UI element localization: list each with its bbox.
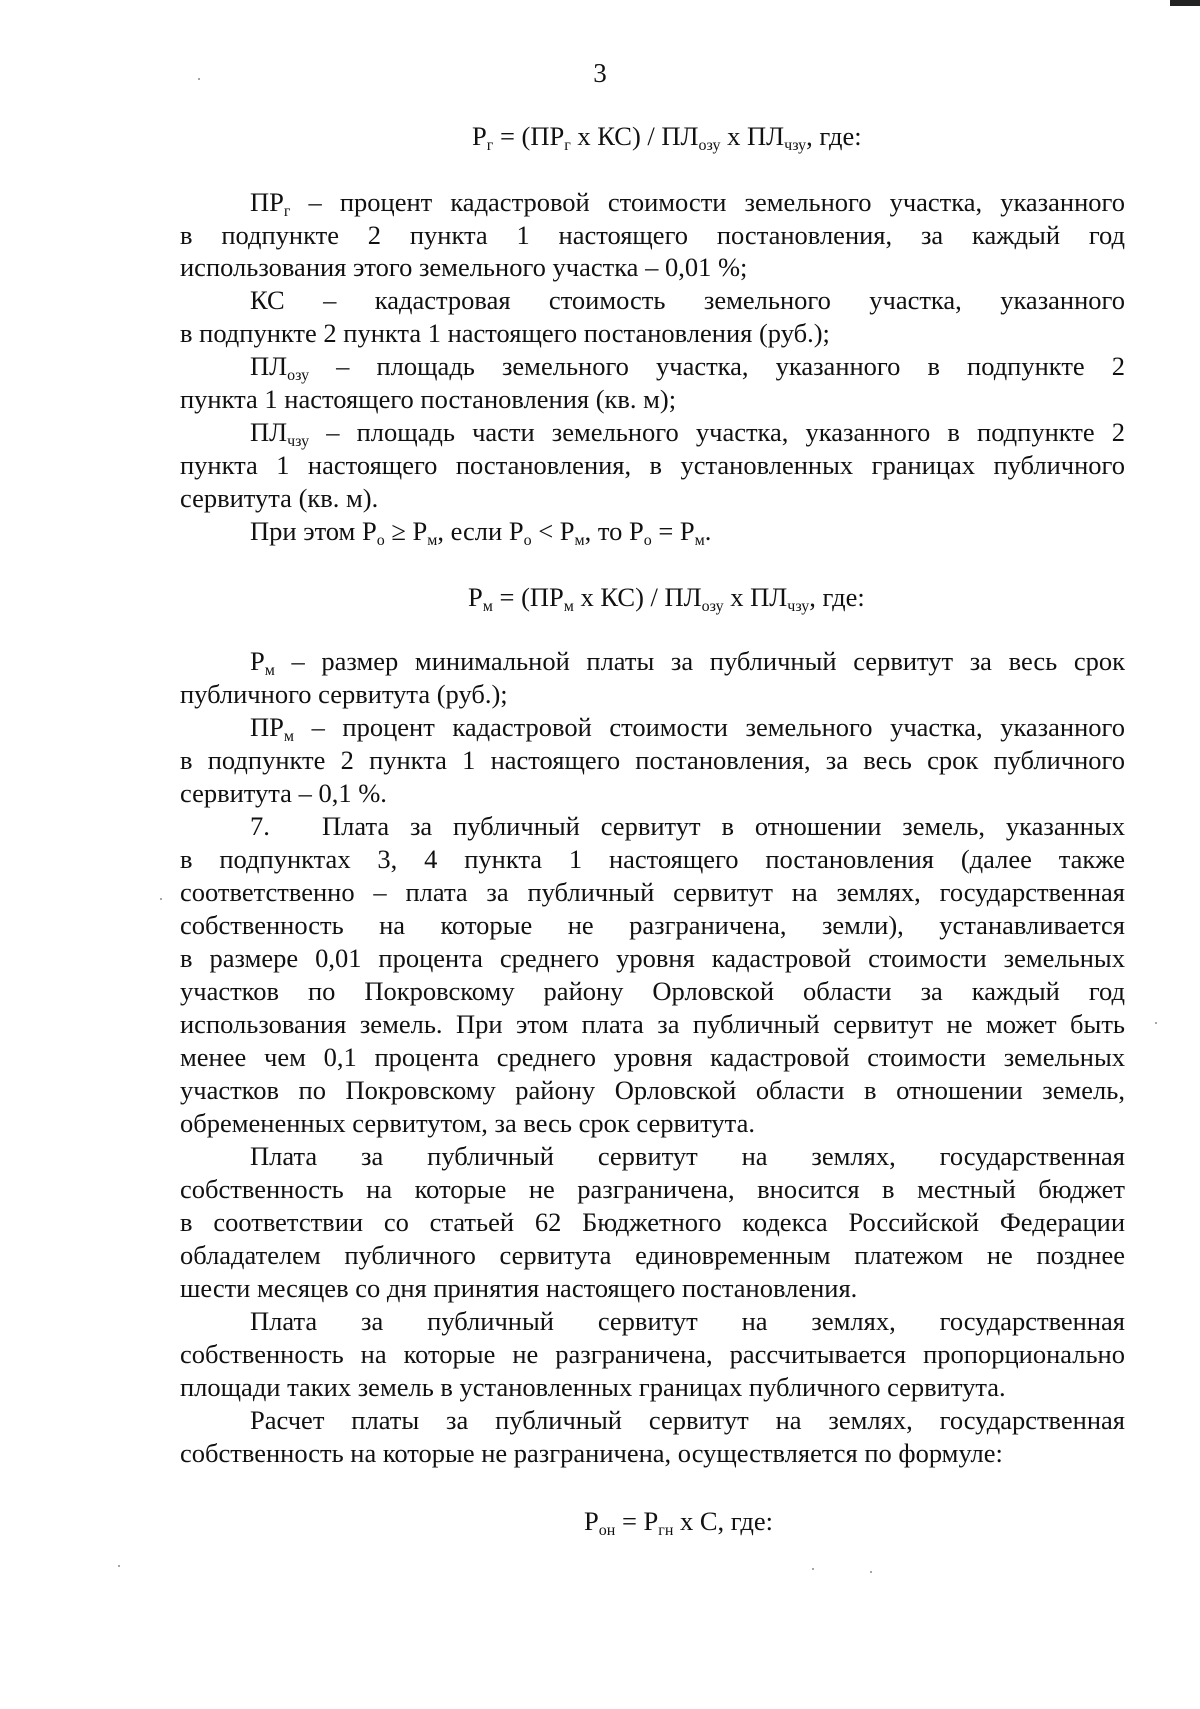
- def-ks-line: КС – кадастровая стоимость земельного участка, указанного: [250, 285, 1125, 315]
- para-calc-line: Расчет платы за публичный сервитут на землях, государственная: [250, 1405, 1125, 1435]
- item7-line: участков по Покровскому району Орловской области в отношении земель,: [180, 1075, 1125, 1105]
- item7-line: соответственно – плата за публичный сервитут на землях, государственная: [180, 877, 1125, 907]
- page-number: 3: [593, 58, 607, 88]
- def-rm-line: публичного сервитута (руб.);: [180, 679, 508, 709]
- def-prg-line: в подпункте 2 пункта 1 настоящего постановления, за каждый год: [180, 220, 1125, 250]
- scan-speck: [1155, 1022, 1157, 1024]
- para-budget-line: обладателем публичного сервитута единовременным платежом не позднее: [180, 1240, 1125, 1270]
- para-budget-line: в соответствии со статьей 62 Бюджетного кодекса Российской Федерации: [180, 1207, 1125, 1237]
- para-proportional-line: собственность на которые не разграничена, рассчитывается пропорционально: [180, 1339, 1125, 1369]
- item7-number: 7.: [250, 811, 270, 841]
- def-plozu-line: $ПЛ_{озу}$ – площадь земельного участка, указанного в подпункте 2: [250, 351, 1125, 384]
- scan-speck: [160, 898, 162, 900]
- def-prm-line: сервитута – 0,1 %.: [180, 778, 387, 808]
- def-plchzu-line: пункта 1 настоящего постановления, в установленных границах публичного: [180, 450, 1125, 480]
- def-plchzu-line: сервитута (кв. м).: [180, 483, 379, 513]
- formula-rm: $Р_м = (ПР_м$ х $КС) / ПЛ_{озу}$ х $ПЛ_{чзу}$, где:: [468, 582, 865, 615]
- para-budget-line: шести месяцев со дня принятия настоящего постановления.: [180, 1273, 858, 1303]
- scan-corner-mark: [1170, 0, 1200, 6]
- item7-line: собственность на которые не разграничена, земли), устанавливается: [180, 910, 1125, 940]
- def-prm-line: в подпункте 2 пункта 1 настоящего постановления, за весь срок публичного: [180, 745, 1125, 775]
- para-calc-line: собственность на которые не разграничена, осуществляется по формуле:: [180, 1438, 1003, 1468]
- def-plchzu-line: $ПЛ_{чзу}$ – площадь части земельного участка, указанного в подпункте 2: [250, 417, 1125, 450]
- def-rm-line: $Р_м$ – размер минимальной платы за публичный сервитут за весь срок: [250, 646, 1125, 679]
- para-budget-line: Плата за публичный сервитут на землях, государственная: [250, 1141, 1125, 1171]
- item7-line: в подпунктах 3, 4 пункта 1 настоящего постановления (далее также: [180, 844, 1125, 874]
- scan-speck: [198, 78, 200, 80]
- item7-line: обремененных сервитутом, за весь срок сервитута.: [180, 1108, 755, 1138]
- def-plozu-line: пункта 1 настоящего постановления (кв. м);: [180, 384, 677, 414]
- formula-ron: $Р_{он} = Р_{гн}$ х С, где:: [584, 1506, 773, 1539]
- def-prg-line: использования этого земельного участка – 0,01 %;: [180, 252, 748, 282]
- para-proportional-line: площади таких земель в установленных границах публичного сервитута.: [180, 1372, 1006, 1402]
- def-prg-line: $ПР_г$ – процент кадастровой стоимости земельного участка, указанного: [250, 187, 1125, 220]
- def-ks-line: в подпункте 2 пункта 1 настоящего постановления (руб.);: [180, 318, 830, 348]
- scan-speck: [812, 1568, 814, 1570]
- item7-line: менее чем 0,1 процента среднего уровня кадастровой стоимости земельных: [180, 1042, 1125, 1072]
- item7-line: участков по Покровскому району Орловской области за каждый год: [180, 976, 1125, 1006]
- condition-line: При этом $Р_о \ge Р_м$, если $Р_о < Р_м$, то $Р_о = Р_м$.: [250, 516, 712, 549]
- para-budget-line: собственность на которые не разграничена, вносится в местный бюджет: [180, 1174, 1125, 1204]
- item7-line: в размере 0,01 процента среднего уровня кадастровой стоимости земельных: [180, 943, 1125, 973]
- item7-line: использования земель. При этом плата за публичный сервитут не может быть: [180, 1009, 1125, 1039]
- para-proportional-line: Плата за публичный сервитут на землях, государственная: [250, 1306, 1125, 1336]
- scan-speck: [870, 1571, 872, 1573]
- formula-rg: $Р_г = (ПР_г$ х $КС) / ПЛ_{озу}$ х $ПЛ_{чзу}$, где:: [472, 121, 862, 154]
- scan-speck: [118, 1565, 120, 1567]
- item7-line: Плата за публичный сервитут в отношении земель, указанных: [322, 811, 1125, 841]
- def-prm-line: $ПР_м$ – процент кадастровой стоимости земельного участка, указанного: [250, 712, 1125, 745]
